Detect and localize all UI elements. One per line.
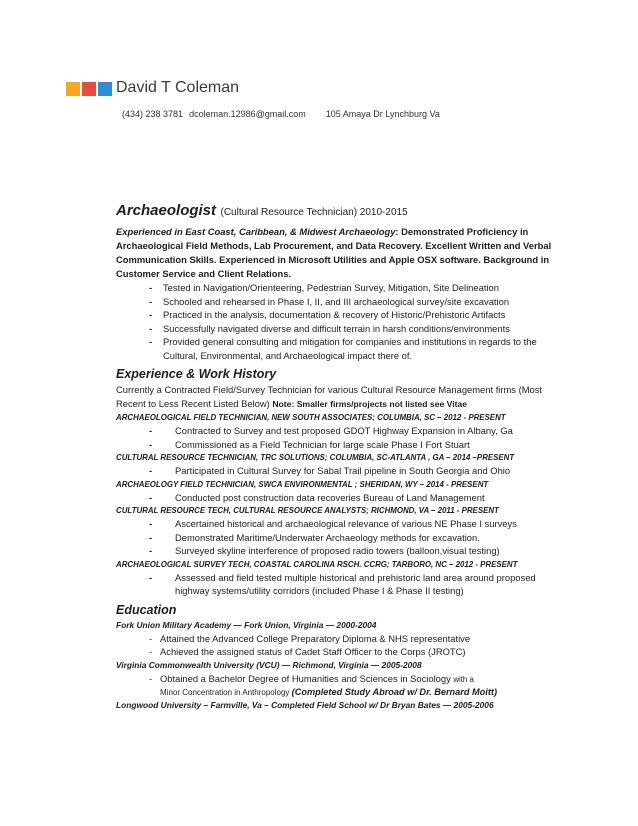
list-item: - Conducted post construction data recoveries Bureau of Land Management — [116, 491, 556, 505]
list-item: - Successfully navigated diverse and difficult terrain in harsh conditions/environments — [116, 322, 556, 336]
study-abroad-note: (Completed Study Abroad w/ Dr. Bernard Moitt) — [291, 687, 498, 697]
job-header: ARCHAEOLOGICAL SURVEY TECH, COASTAL CAROLINA RSCH. CCRG; TARBORO, NC – 2012 - PRESENT — [116, 559, 518, 569]
list-item: - Attained the Advanced College Preparatory Diploma & NHS representative — [116, 632, 556, 646]
objective-title-line — [116, 202, 556, 220]
list-item: - Achieved the assigned status of Cadet Staff Officer to the Corps (JROTC) — [116, 645, 556, 659]
logo-squares — [66, 82, 112, 96]
summary-paragraph — [116, 225, 556, 281]
role-title: Archaeologist — [116, 202, 217, 219]
phone-number: (434) 238 3781 — [122, 109, 184, 119]
job-header: ARCHAEOLOGICAL FIELD TECHNICIAN, NEW SOUTH ASSOCIATES; COLUMBIA, SC – 2012 - PRESENT — [116, 413, 506, 422]
colon: : — [395, 226, 399, 237]
school-bullets — [116, 672, 556, 687]
resume-body — [116, 202, 556, 712]
role-subtitle: (Cultural Resource Technician) 2010-2015 — [220, 207, 408, 218]
list-item: - Surveyed skyline interference of proposed radio towers (balloon,visual testing) — [116, 544, 556, 558]
summary-text: Demonstrated Proficiency in Archaeological Field Methods, Lab Procurement, and Data Recovery. Excellent Written and Verbal Communication Skills. Experienced in Microsoft Utilities and Apple OSX software. Background in Customer Service and Client Relations. — [116, 226, 552, 279]
job-bullets — [116, 424, 556, 451]
list-item: - Schooled and rehearsed in Phase I, II, and III archaeological survey/site excavation — [116, 295, 556, 309]
job-header: CULTURAL RESOURCE TECH, CULTURAL RESOURCE ANALYSTS; RICHMOND, VA – 2011 - PRESENT — [116, 506, 499, 515]
list-item: - Assessed and field tested multiple historical and prehistoric land area around proposed highway systems/utility corridors (included Phase I & Phase II testing) — [116, 571, 556, 598]
school-line: Longwood University – Farmville, Va – Completed Field School w/ Dr Bryan Bates — 2005-2006 — [116, 700, 494, 710]
job-bullets — [116, 517, 556, 558]
orange-square-icon — [66, 82, 80, 96]
minor-line — [116, 686, 556, 699]
job-header: ARCHAEOLOGY FIELD TECHNICIAN, SWCA ENVIRONMENTAL ; SHERIDAN, WY – 2014 - PRESENT — [116, 479, 489, 489]
list-item: - Commissioned as a Field Technician for large scale Phase I Fort Stuart — [116, 438, 556, 452]
intro-note: Note: Smaller firms/projects not listed see Vitae — [272, 399, 468, 409]
job-bullets — [116, 491, 556, 505]
list-item: - Demonstrated Maritime/Underwater Archaeology methods for excavation. — [116, 531, 556, 545]
skills-list — [116, 281, 556, 362]
job-bullets — [116, 571, 556, 598]
list-item: - Provided general consulting and mitigation for companies and institutions in regards to the Cultural, Environmental, and Archaeological impact there of. — [116, 335, 556, 362]
experience-intro — [116, 383, 556, 411]
job-bullets — [116, 464, 556, 478]
email-address: dcoleman.12986@gmail.com — [189, 109, 306, 119]
experience-heading: Experience & Work History — [116, 367, 277, 381]
contact-line — [122, 109, 446, 119]
intro-text: Currently a Contracted Field/Survey Technician for various Cultural Resource Management firms (Most Recent to Less Recent Listed Below) — [116, 384, 543, 409]
list-item: - Practiced in the analysis, documentation & recovery of Historic/Prehistoric Artifacts — [116, 308, 556, 322]
list-item: - Ascertained historical and archaeological relevance of various NE Phase I surveys — [116, 517, 556, 531]
red-square-icon — [82, 82, 96, 96]
school-line: Fork Union Military Academy — Fork Union, Virginia — 2000-2004 — [116, 619, 377, 630]
experience-regions: Experienced in East Coast, Caribbean, & Midwest Archaeology — [116, 226, 396, 237]
job-header: CULTURAL RESOURCE TECHNICIAN, TRC SOLUTIONS; COLUMBIA, SC-ATLANTA , GA – 2014 –PRESENT — [116, 453, 515, 462]
list-item: - Tested in Navigation/Orienteering, Pedestrian Survey, Mitigation, Site Delineation — [116, 281, 556, 295]
candidate-name: David T Coleman — [116, 79, 240, 96]
list-item: - Contracted to Survey and test proposed GDOT Highway Expansion in Albany, Ga — [116, 424, 556, 438]
list-item: - Participated in Cultural Survey for Sabal Trail pipeline in South Georgia and Ohio — [116, 464, 556, 478]
street-address: 105 Amaya Dr Lynchburg Va — [325, 109, 440, 119]
education-heading: Education — [116, 602, 177, 617]
degree-text: Obtained a Bachelor Degree of Humanities and Sciences in Sociology — [160, 672, 451, 684]
list-item — [116, 672, 556, 687]
school-bullets — [116, 632, 556, 659]
degree-with: with a — [453, 674, 474, 684]
minor-text: Minor Concentration in Anthropology — [160, 688, 290, 697]
blue-square-icon — [98, 82, 112, 96]
school-line: Virginia Commonwealth University (VCU) — Richmond, Virginia — 2005-2008 — [116, 659, 422, 670]
